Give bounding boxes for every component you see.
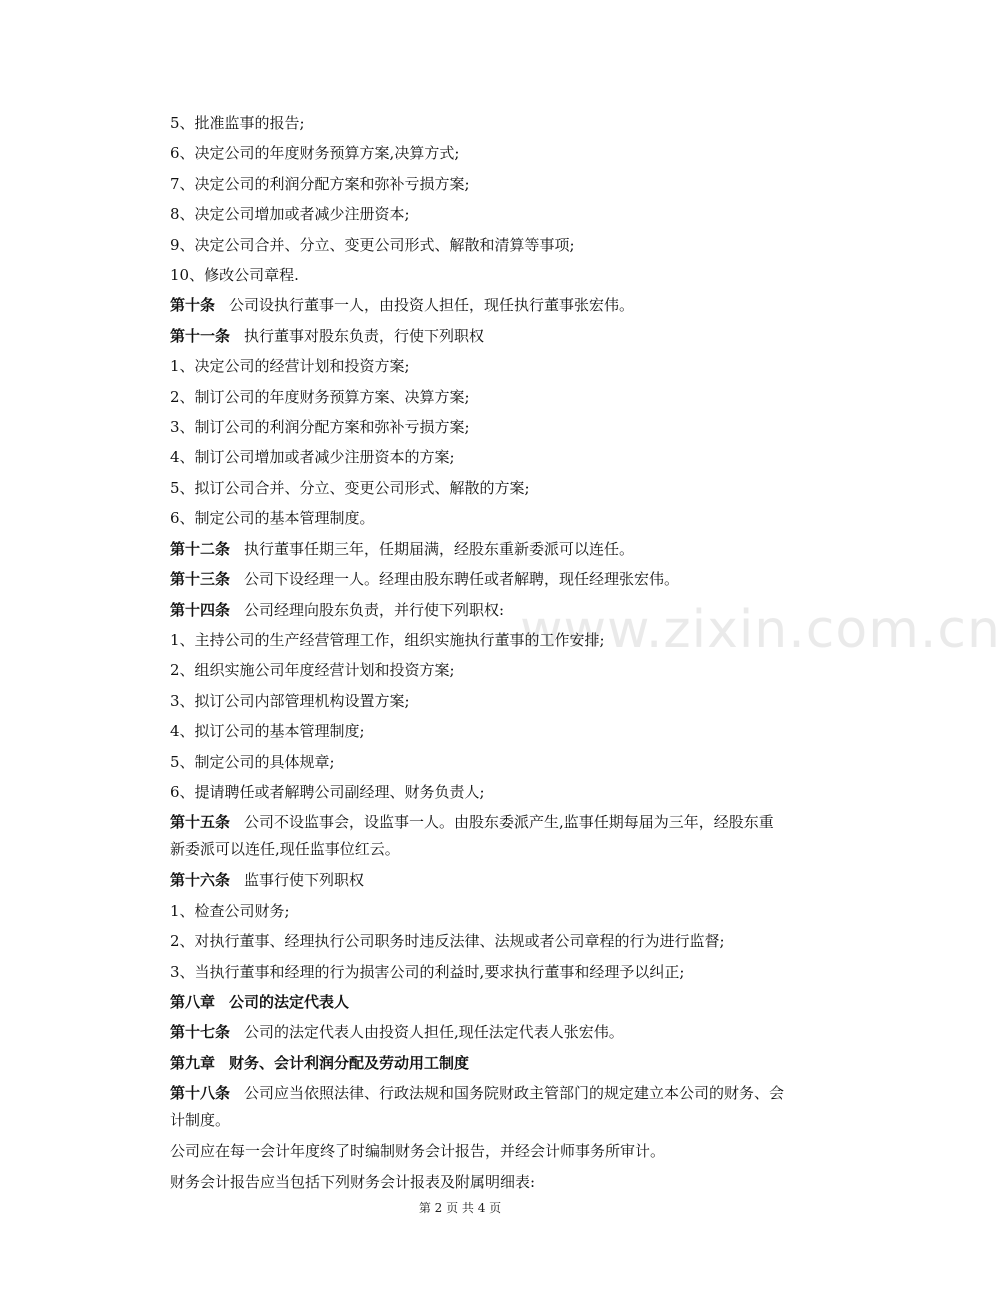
watermark: www.zixin.com.cn: [520, 600, 1001, 660]
list-item: 3、当执行董事和经理的行为损害公司的利益时,要求执行董事和经理予以纠正;: [170, 962, 685, 981]
list-item: 5、批准监事的报告;: [170, 114, 305, 132]
list-item: 2、对执行董事、经理执行公司职务时违反法律、法规或者公司章程的行为进行监督;: [170, 932, 725, 951]
chapter-label: 第九章: [170, 1053, 216, 1072]
article-paragraph: [140, 1078, 785, 1136]
article-label: 第十二条: [170, 539, 231, 558]
list-item: 1、主持公司的生产经营管理工作，组织实施执行董事的工作安排;: [170, 630, 605, 649]
article-text: 公司的法定代表人由投资人担任,现任法定代表人张宏伟。: [244, 1023, 624, 1042]
list-item: 3、制订公司的利润分配方案和弥补亏损方案;: [170, 418, 470, 437]
list-item: 8、决定公司增加或者减少注册资本;: [170, 205, 410, 224]
list-item: 2、组织实施公司年度经营计划和投资方案;: [170, 661, 455, 680]
article-text: 公司不设监事会，设监事一人。由股东委派产生,监事任期每届为三年，经股东重新委派可以连任,现任监事位红云。: [170, 813, 774, 859]
article-text: 公司应当依照法律、行政法规和国务院财政主管部门的规定建立本公司的财务、会计制度。: [170, 1084, 785, 1130]
article-paragraph: [140, 534, 785, 564]
article-text: 执行董事对股东负责，行使下列职权: [244, 326, 485, 345]
page-footer: 第 2 页 共 4 页: [418, 1201, 502, 1215]
article-label: 第十一条: [170, 326, 231, 345]
list-item: 2、制订公司的年度财务预算方案、决算方案;: [170, 387, 470, 406]
list-item: 1、决定公司的经营计划和投资方案;: [170, 357, 410, 376]
article-paragraph: [140, 1017, 785, 1047]
article-text: 公司经理向股东负责，并行使下列职权:: [244, 600, 505, 619]
list-item: 7、决定公司的利润分配方案和弥补亏损方案;: [170, 174, 470, 193]
article-label: 第十四条: [170, 600, 231, 619]
article-text: 公司设执行董事一人，由投资人担任，现任执行董事张宏伟。: [229, 296, 635, 315]
article-label: 第十三条: [170, 570, 231, 589]
list-item: 财务会计报告应当包括下列财务会计报表及附属明细表:: [170, 1172, 536, 1191]
article-label: 第十六条: [170, 871, 231, 890]
article-paragraph: [140, 290, 785, 320]
document-body: [140, 108, 785, 1197]
article-text: 公司下设经理一人。经理由股东聘任或者解聘，现任经理张宏伟。: [244, 570, 680, 589]
article-paragraph: [140, 865, 785, 895]
list-item: 9、决定公司合并、分立、变更公司形式、解散和清算等事项;: [170, 235, 575, 254]
article-text: 监事行使下列职权: [244, 871, 365, 890]
article-paragraph: [140, 807, 785, 865]
article-label: 第十条: [170, 296, 216, 315]
list-item: 6、决定公司的年度财务预算方案,决算方式;: [170, 144, 460, 163]
article-label: 第十七条: [170, 1023, 231, 1042]
article-text: 执行董事任期三年，任期届满，经股东重新委派可以连任。: [244, 539, 635, 558]
chapter-title: 财务、会计利润分配及劳动用工制度: [229, 1053, 470, 1072]
list-item: 4、拟订公司的基本管理制度;: [170, 722, 365, 741]
article-paragraph: [140, 564, 785, 594]
list-item: 1、检查公司财务;: [170, 901, 290, 920]
article-paragraph: [140, 321, 785, 351]
chapter-heading: [140, 987, 785, 1017]
article-paragraph: [140, 595, 785, 625]
list-item: 公司应在每一会计年度终了时编制财务会计报告，并经会计师事务所审计。: [170, 1142, 666, 1161]
chapter-title: 公司的法定代表人: [229, 992, 350, 1011]
list-item: 3、拟订公司内部管理机构设置方案;: [170, 691, 410, 710]
list-item: 5、拟订公司合并、分立、变更公司形式、解散的方案;: [170, 478, 530, 497]
chapter-heading: [140, 1048, 785, 1078]
article-label: 第十五条: [170, 813, 231, 832]
list-item: 6、制定公司的基本管理制度。: [170, 509, 375, 528]
list-item: 4、制订公司增加或者减少注册资本的方案;: [170, 448, 455, 467]
list-item: 10、修改公司章程.: [170, 266, 299, 285]
list-item: 6、提请聘任或者解聘公司副经理、财务负责人;: [170, 782, 485, 801]
article-label: 第十八条: [170, 1084, 231, 1103]
list-item: 5、制定公司的具体规章;: [170, 752, 335, 771]
chapter-label: 第八章: [170, 992, 216, 1011]
